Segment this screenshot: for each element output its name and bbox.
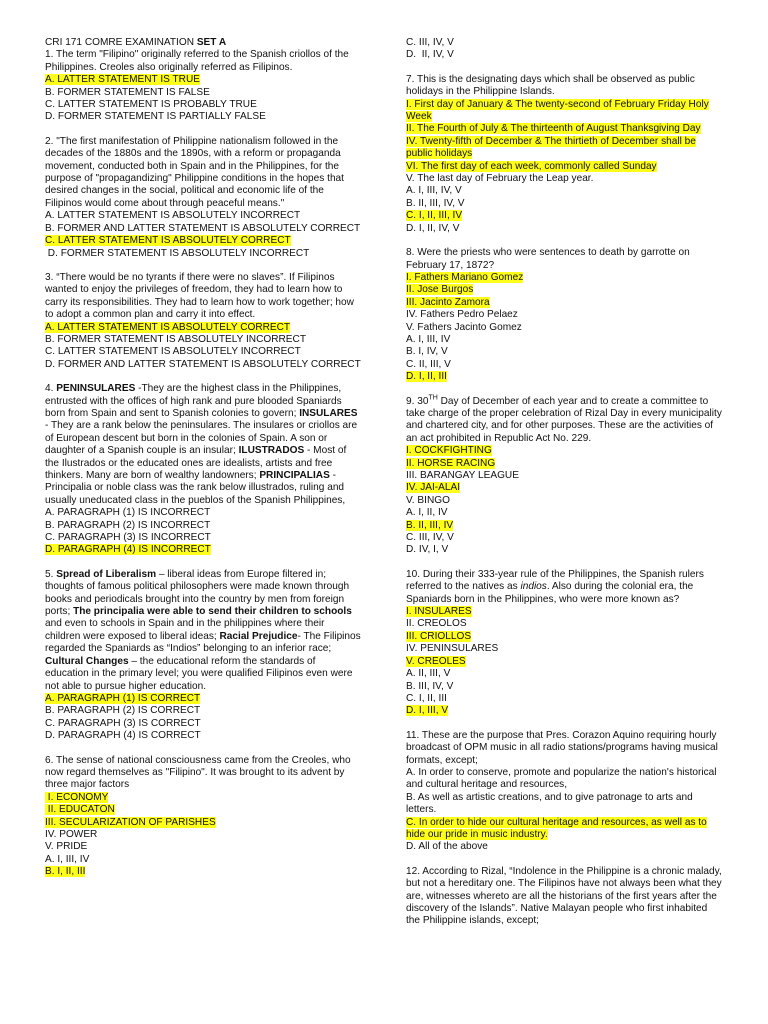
correct-answer-highlight: A. LATTER STATEMENT IS TRUE: [45, 74, 200, 86]
question-stem: 11. These are the purpose that Pres. Corazon Aquino requiring hourly broadcast of OPM music in all radio stations/programs having musical formats, except;: [406, 729, 718, 766]
answer-option: B. PARAGRAPH (2) IS CORRECT: [45, 705, 201, 717]
answer-option: D. II, IV, V: [406, 49, 454, 61]
correct-answer-highlight: C. I, II, III, IV: [406, 210, 463, 222]
question-stem: 12. According to Rizal, “Indolence in the Philippine is a chronic malady, but not a hereditary one. The Filipinos have not always been what they are, witnesses whereto are all the historians of the first years after the discovery of the Islands”. Native Malayan people who first inhabited the Philippine islands, except;: [406, 865, 722, 927]
answer-option: A. I, III, IV: [45, 853, 90, 865]
answer-option: D. I, II, IV, V: [406, 222, 460, 234]
stem-text: 4.: [45, 383, 57, 395]
answer-option: [406, 210, 724, 222]
stem-text: 5.: [45, 568, 57, 580]
answer-option: [406, 371, 724, 383]
answer-option: A. PARAGRAPH (1) IS INCORRECT: [45, 507, 211, 519]
answer-option: A. I, III, IV: [406, 333, 451, 345]
stem-bold-term: Cultural Changes: [45, 655, 129, 667]
answer-option: [45, 693, 361, 705]
question-5: [45, 569, 361, 743]
answer-option: A. I, III, IV, V: [406, 185, 462, 197]
right-column: [406, 37, 724, 940]
answer-option: B. PARAGRAPH (2) IS INCORRECT: [45, 519, 211, 531]
choice-item: V. Fathers Jacinto Gomez: [406, 321, 522, 333]
correct-answer-highlight: IV. JAI-ALAI: [406, 482, 461, 494]
stem-text: - The Filipinos regarded the Spaniards as “Indios” belonging to an inferior race;: [45, 630, 361, 655]
stem-bold-term: Racial Prejudice: [219, 630, 298, 642]
choice-item: [406, 136, 724, 161]
answer-option: [406, 705, 724, 717]
stem-bold-term: INSULARES: [299, 407, 358, 419]
correct-answer-highlight: I. Fathers Mariano Gomez: [406, 271, 524, 283]
answer-option: C. I, II, III: [406, 692, 447, 704]
answer-option: C. III, IV, V: [406, 532, 454, 544]
choice-item: [45, 792, 361, 804]
answer-option: [45, 866, 361, 878]
stem-text: - They are a rank below the peninsulares. The insulares or criollos are of European descent but born in the colonies of Spain. A son or daughter of a Spanish couple is an insular;: [45, 420, 358, 457]
stem-bold-term: PENINSULARES: [56, 383, 136, 395]
stem-text: – the educational reform the standards of education in the primary level; you were qualified Filipinos even were not able to pursue higher education.: [45, 655, 353, 692]
correct-answer-highlight: B. I, II, III: [45, 866, 86, 878]
answer-option: C. LATTER STATEMENT IS PROBABLY TRUE: [45, 99, 257, 111]
question-6: [45, 755, 361, 879]
left-column: [45, 37, 361, 891]
answer-option: B. FORMER STATEMENT IS FALSE: [45, 86, 210, 98]
correct-answer-highlight: III. CRIOLLOS: [406, 630, 472, 642]
choice-item: [45, 804, 361, 816]
correct-answer-highlight: II. EDUCATON: [45, 804, 115, 816]
correct-answer-highlight: VI. The first day of each week, commonly called Sunday: [406, 160, 657, 172]
choice-item: III. BARANGAY LEAGUE: [406, 470, 519, 481]
answer-option: C. PARAGRAPH (3) IS CORRECT: [45, 717, 201, 729]
answer-option: B. I, IV, V: [406, 346, 448, 358]
question-3: [45, 272, 361, 371]
stem-text: and even to schools in Spain and in the philippines where their children were exposed to liberal ideas;: [45, 618, 325, 642]
stem-bold-term: ILUSTRADOS: [238, 445, 305, 457]
answer-option: D. FORMER STATEMENT IS PARTIALLY FALSE: [45, 111, 266, 123]
correct-answer-highlight: IV. Twenty-fifth of December & The thirtieth of December shall be public holidays: [406, 135, 696, 160]
stem-text: - Principalia or noble class was the rank below illustrados, ruling and usually uneducated class in the pueblos of the Spanish Philippines,: [45, 470, 346, 506]
correct-answer-highlight: II. HORSE RACING: [406, 457, 496, 469]
answer-option: B. II, III, IV, V: [406, 197, 465, 209]
exam-header: [45, 37, 361, 49]
stem-text: -They are the highest class in the Philippines, entrusted with the offices of high rank and pure blooded Spaniards born from Spain and sent to Spanish colonies to govern;: [45, 383, 342, 419]
choice-item: [406, 99, 724, 124]
question-9: [406, 396, 724, 557]
choice-item: [406, 631, 724, 643]
choice-item: [406, 458, 724, 470]
correct-answer-highlight: C. LATTER STATEMENT IS ABSOLUTELY CORRECT: [45, 235, 291, 247]
question-stem: 1. The term "Filipino" originally referred to the Spanish criollos of the Philippines. Creoles also originally referred as Filipinos.: [45, 49, 349, 73]
question-stem: 2. "The first manifestation of Philippine nationalism followed in the decades of the 1880s and the 1890s, with a reform or propaganda movement, conducted both in Spain and in the Philippines, for the purpose of "propagandizing" Philippine conditions in the hopes that desired changes in the social, political and economic life of the Filipinos would come about through peaceful means.": [45, 135, 344, 209]
question-stem: [45, 383, 361, 507]
correct-answer-highlight: I. ECONOMY: [45, 791, 109, 803]
correct-answer-highlight: I. COCKFIGHTING: [406, 445, 492, 457]
correct-answer-highlight: II. Jose Burgos: [406, 284, 474, 296]
choice-item: [406, 161, 724, 173]
answer-option: B. III, IV, V: [406, 680, 454, 692]
answer-option: [45, 74, 361, 86]
choice-item: V. BINGO: [406, 494, 450, 506]
choice-item: [406, 272, 724, 284]
choice-item: IV. POWER: [45, 828, 98, 840]
choice-item: [406, 297, 724, 309]
answer-option: C. PARAGRAPH (3) IS INCORRECT: [45, 532, 211, 544]
answer-option: B. FORMER STATEMENT IS ABSOLUTELY INCORRECT: [45, 333, 306, 345]
choice-item: [406, 482, 724, 494]
correct-answer-highlight: III. Jacinto Zamora: [406, 296, 490, 308]
stem-bold-term: The principalia were able to send their children to schools: [73, 606, 352, 618]
answer-option: D. PARAGRAPH (4) IS CORRECT: [45, 730, 201, 742]
question-12: [406, 866, 724, 928]
answer-option: D. FORMER STATEMENT IS ABSOLUTELY INCORRECT: [45, 247, 310, 259]
answer-option: [45, 235, 361, 247]
correct-answer-highlight: V. CREOLES: [406, 655, 466, 667]
question-stem: [45, 569, 361, 693]
question-stem: 7. This is the designating days which shall be observed as public holidays in the Philippine Islands.: [406, 73, 695, 98]
answer-option: C. LATTER STATEMENT IS ABSOLUTELY INCORRECT: [45, 346, 301, 358]
answer-option: B. FORMER AND LATTER STATEMENT IS ABSOLUTELY CORRECT: [45, 222, 361, 234]
stem-text: 9. 30: [406, 395, 429, 407]
correct-answer-highlight: B. II, III, IV: [406, 519, 454, 531]
choice-item: [406, 284, 724, 296]
stem-text: – liberal ideas from Europe filtered in; thoughts of famous political philosophers were made known through books and periodicals brought into the country by men from foreign ports;: [45, 568, 350, 618]
question-1: [45, 49, 361, 123]
answer-option: [406, 520, 724, 532]
choice-item: V. PRIDE: [45, 841, 88, 853]
answer-option: [406, 817, 724, 842]
question-4: [45, 383, 361, 557]
correct-answer-highlight: D. I, III, V: [406, 705, 449, 717]
choice-item: [406, 123, 724, 135]
choice-item: [406, 606, 724, 618]
stem-text: 10. During their 333-year rule of the Philippines, the Spanish rulers referred to the natives as: [406, 568, 704, 593]
answer-option: D. All of the above: [406, 841, 488, 853]
question-stem: 6. The sense of national consciousness came from the Creoles, who now regard themselves as "Filipino". It was brought to its advent by three major factors: [45, 754, 351, 791]
choice-item: IV. PENINSULARES: [406, 643, 499, 655]
answer-option: A. II, III, V: [406, 668, 451, 680]
choice-item: [45, 817, 361, 829]
answer-option: [45, 544, 361, 556]
question-stem: [406, 569, 724, 606]
correct-answer-highlight: D. PARAGRAPH (4) IS INCORRECT: [45, 544, 211, 556]
stem-text: . Also during the colonial era, the Spaniards born in the Philippines, who were more known as?: [406, 581, 694, 605]
correct-answer-highlight: A. PARAGRAPH (1) IS CORRECT: [45, 692, 201, 704]
answer-option: B. As well as artistic creations, and to give patronage to arts and letters.: [406, 791, 693, 816]
choice-item: II. CREOLOS: [406, 618, 467, 630]
answer-option: [45, 322, 361, 334]
question-6-continued: [406, 37, 724, 62]
answer-option: C. II, III, V: [406, 358, 451, 370]
stem-text: - Most of the Ilustrados or the educated ones are idealists, artists and free thinkers. Many are born of wealthy landowners;: [45, 445, 347, 481]
question-stem: [406, 396, 724, 446]
answer-option: A. In order to conserve, promote and popularize the nation's historical and cultural heritage and resources,: [406, 766, 717, 791]
correct-answer-highlight: A. LATTER STATEMENT IS ABSOLUTELY CORRECT: [45, 321, 291, 333]
choice-item: [406, 445, 724, 457]
answer-option: C. III, IV, V: [406, 37, 454, 48]
exam-set: SET A: [196, 37, 227, 48]
stem-text: Day of December of each year and to create a committee to take charge of the proper celebration of Rizal Day in every municipality and chartered city, and for other purposes. These are the activities of an act prohibited in Republic Act No. 229.: [406, 395, 722, 444]
correct-answer-highlight: II. The Fourth of July & The thirteenth of August Thanksgiving Day: [406, 123, 701, 135]
answer-option: A. I, II, IV: [406, 507, 448, 519]
question-2: [45, 136, 361, 260]
choice-item: [406, 656, 724, 668]
correct-answer-highlight: I. INSULARES: [406, 606, 472, 618]
question-8: [406, 247, 724, 383]
correct-answer-highlight: III. SECULARIZATION OF PARISHES: [45, 816, 216, 828]
correct-answer-highlight: C. In order to hide our cultural heritage and resources, as well as to hide our pride in music industry.: [406, 816, 707, 840]
question-stem: 3. “There would be no tyrants if there were no slaves”. If Filipinos wanted to enjoy the privileges of freedom, they had to learn how to carry its responsibilities. They had to learn how to work together; how to adopt a common plan and carry it into effect.: [45, 271, 354, 321]
answer-option: A. LATTER STATEMENT IS ABSOLUTELY INCORRECT: [45, 210, 301, 222]
ordinal-superscript: TH: [428, 394, 438, 402]
question-stem: 8. Were the priests who were sentences to death by garrotte on February 17, 1872?: [406, 247, 690, 271]
question-10: [406, 569, 724, 718]
question-11: [406, 730, 724, 854]
stem-bold-term: Spread of Liberalism: [56, 568, 157, 580]
answer-option: D. FORMER AND LATTER STATEMENT IS ABSOLUTELY CORRECT: [45, 358, 361, 370]
correct-answer-highlight: I. First day of January & The twenty-second of February Friday Holy Week: [406, 98, 709, 123]
choice-item: V. The last day of February the Leap year.: [406, 173, 594, 185]
correct-answer-highlight: D. I, II, III: [406, 371, 447, 383]
answer-option: D. IV, I, V: [406, 544, 449, 556]
question-7: [406, 74, 724, 235]
choice-item: IV. Fathers Pedro Pelaez: [406, 309, 518, 321]
exam-title: CRI 171 COMRE EXAMINATION: [45, 37, 197, 48]
stem-italic-term: indios: [520, 581, 547, 593]
stem-bold-term: PRINCIPALIAS: [259, 470, 330, 481]
